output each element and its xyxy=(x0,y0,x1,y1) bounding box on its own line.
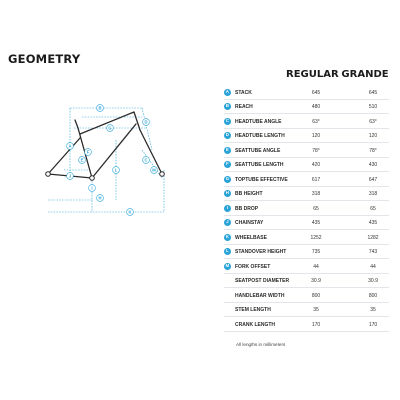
row-value-grande: 800 xyxy=(368,292,378,299)
svg-text:M: M xyxy=(152,167,156,173)
row-label: SEATTUBE LENGTH xyxy=(235,162,284,169)
marker-h xyxy=(97,195,104,202)
table-row xyxy=(224,100,389,115)
marker-d xyxy=(143,119,150,126)
row-value-regular: 170 xyxy=(311,321,321,328)
table-row xyxy=(224,143,389,158)
row-label: FORK OFFSET xyxy=(235,263,271,270)
row-letter-badge: F xyxy=(224,161,231,168)
row-value-regular: 480 xyxy=(311,104,321,111)
row-value-regular: 1252 xyxy=(310,234,322,241)
row-value-regular: 318 xyxy=(311,191,321,198)
geometry-table xyxy=(224,85,389,332)
row-letter-badge: C xyxy=(225,117,229,123)
svg-text:I: I xyxy=(91,185,93,191)
table-row xyxy=(224,187,389,202)
table-row xyxy=(224,288,389,303)
row-label: CRANK LENGTH xyxy=(235,321,275,328)
row-value-regular: 735 xyxy=(311,249,321,256)
row-value-regular: 44 xyxy=(313,263,319,270)
row-letter-badge: J xyxy=(224,219,231,226)
marker-i xyxy=(89,185,96,192)
geometry-diagram xyxy=(34,90,184,220)
svg-text:D: D xyxy=(144,119,148,125)
row-label: HANDLEBAR WIDTH xyxy=(235,292,285,299)
toptube xyxy=(80,112,134,134)
marker-b xyxy=(97,105,104,112)
headtube xyxy=(134,112,140,130)
row-label: STANDOVER HEIGHT xyxy=(235,249,287,256)
row-letter-badge: E xyxy=(226,146,229,152)
row-value-regular: 420 xyxy=(311,162,321,169)
svg-text:C: C xyxy=(144,157,148,163)
table-row xyxy=(224,129,389,144)
marker-k xyxy=(127,209,134,216)
row-letter-badge: H xyxy=(225,190,229,196)
row-value-grande: 647 xyxy=(368,176,378,183)
row-letter-badge: B xyxy=(225,103,229,109)
row-letter-badge: D xyxy=(225,132,229,138)
row-label: TOPTUBE EFFECTIVE xyxy=(235,176,288,183)
table-row xyxy=(224,201,389,216)
table-row xyxy=(224,303,389,318)
row-value-grande: 120 xyxy=(368,133,378,140)
row-value-regular: 30.9 xyxy=(311,278,321,285)
row-value-grande: 645 xyxy=(368,89,378,96)
row-value-regular: 617 xyxy=(311,176,321,183)
row-label: STACK xyxy=(235,89,252,96)
svg-text:A: A xyxy=(68,143,72,149)
marker-j xyxy=(67,173,74,180)
svg-text:J: J xyxy=(68,173,72,179)
table-row xyxy=(224,245,389,260)
row-value-grande: 1282 xyxy=(367,234,379,241)
row-value-regular: 35 xyxy=(313,307,319,314)
row-value-regular: 800 xyxy=(311,292,321,299)
table-row xyxy=(224,114,389,129)
row-value-regular: 63° xyxy=(312,118,320,125)
svg-text:F: F xyxy=(86,149,90,155)
bottom-bracket xyxy=(90,176,95,181)
marker-f xyxy=(85,149,92,156)
table-row xyxy=(224,158,389,173)
row-value-grande: 743 xyxy=(368,249,378,256)
column-header-regular: REGULAR xyxy=(286,69,339,80)
svg-text:K: K xyxy=(128,209,132,215)
row-value-grande: 78° xyxy=(369,147,377,154)
marker-l xyxy=(113,167,120,174)
table-row xyxy=(224,274,389,289)
row-value-grande: 65 xyxy=(370,205,376,212)
row-label: STEM LENGTH xyxy=(235,307,271,314)
table-row xyxy=(224,216,389,231)
svg-text:H: H xyxy=(98,195,102,201)
row-letter-badge: A xyxy=(225,88,229,94)
row-value-grande: 35 xyxy=(370,307,376,314)
marker-c xyxy=(143,157,150,164)
row-value-grande: 170 xyxy=(368,321,378,328)
row-value-grande: 435 xyxy=(368,220,378,227)
table-row xyxy=(224,317,389,332)
row-value-grande: 318 xyxy=(368,191,378,198)
column-header-grande: GRANDE xyxy=(341,69,389,80)
row-letter-badge: G xyxy=(225,175,230,181)
page-title: GEOMETRY xyxy=(8,52,81,66)
seatpost xyxy=(75,120,78,128)
row-value-regular: 645 xyxy=(311,89,321,96)
row-value-grande: 430 xyxy=(368,162,378,169)
row-label: WHEELBASE xyxy=(235,234,267,241)
svg-text:E: E xyxy=(80,157,84,163)
svg-text:G: G xyxy=(108,125,112,131)
row-value-regular: 435 xyxy=(311,220,321,227)
row-letter-badge: L xyxy=(224,248,231,255)
row-label: BB DROP xyxy=(235,205,259,212)
row-value-grande: 44 xyxy=(370,263,376,270)
marker-g xyxy=(107,125,114,132)
row-value-grande: 510 xyxy=(368,104,378,111)
marker-m xyxy=(151,167,158,174)
footnote: All lengths in millimeters xyxy=(236,342,286,347)
row-label: CHAINSTAY xyxy=(235,220,264,227)
rear-axle xyxy=(46,172,51,177)
row-label: SEATTUBE ANGLE xyxy=(235,147,281,154)
row-label: REACH xyxy=(235,104,253,111)
row-letter-badge: M xyxy=(225,262,230,268)
svg-text:B: B xyxy=(98,105,102,111)
row-value-grande: 30.9 xyxy=(368,278,378,285)
marker-a xyxy=(67,143,74,150)
row-label: SEATPOST DIAMETER xyxy=(235,278,290,285)
table-row xyxy=(224,172,389,187)
row-value-regular: 120 xyxy=(311,133,321,140)
table-row xyxy=(224,85,389,100)
row-letter-badge: I xyxy=(224,205,231,212)
row-value-regular: 78° xyxy=(312,147,320,154)
row-value-regular: 65 xyxy=(313,205,319,212)
row-value-grande: 63° xyxy=(369,118,377,125)
row-label: HEADTUBE LENGTH xyxy=(235,133,285,140)
table-row xyxy=(224,230,389,245)
row-label: HEADTUBE ANGLE xyxy=(235,118,282,125)
seatstay xyxy=(48,138,80,174)
marker-e xyxy=(79,157,86,164)
row-letter-badge: K xyxy=(225,233,229,239)
svg-text:L: L xyxy=(114,167,118,173)
table-row xyxy=(224,259,389,274)
fork xyxy=(140,130,162,174)
row-label: BB HEIGHT xyxy=(235,191,263,198)
front-axle xyxy=(160,172,165,177)
